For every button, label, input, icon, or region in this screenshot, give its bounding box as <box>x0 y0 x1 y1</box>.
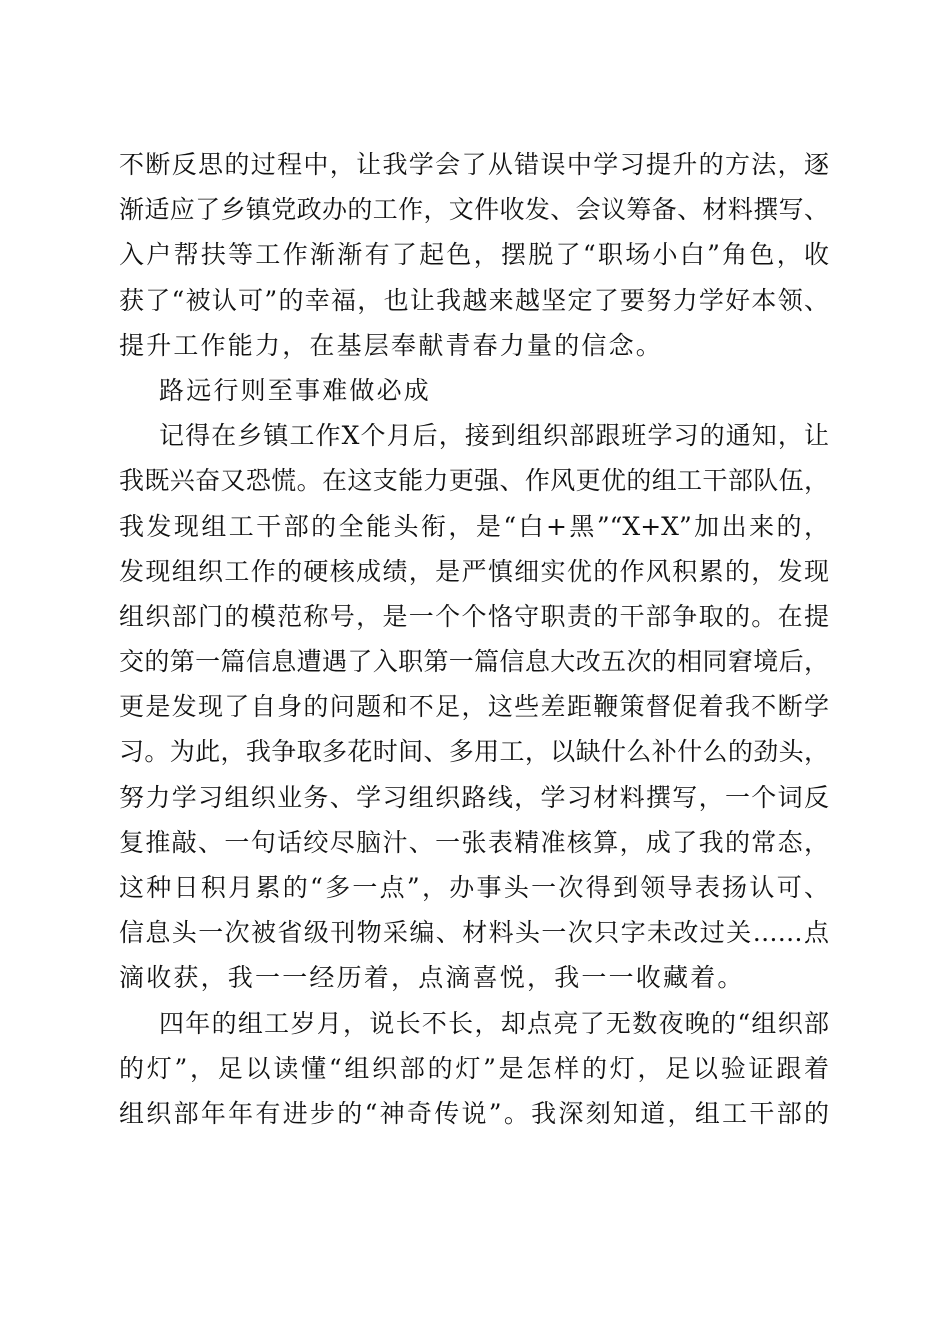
text-line: 发现组织工作的硬核成绩，是严慎细实优的作风积累的，发现 <box>119 556 829 586</box>
text-line: 入户帮扶等工作渐渐有了起色，摆脱了“职场小白”角色，收 <box>119 240 829 270</box>
text-line: 获了“被认可”的幸福，也让我越来越坚定了要努力学好本领、 <box>119 285 829 315</box>
text-line: 滴收获，我一一经历着，点滴喜悦，我一一收藏着。 <box>119 963 745 993</box>
text-line: 信息头一次被省级刊物采编、材料头一次只字未改过关……点 <box>119 918 829 948</box>
text-line: 我既兴奋又恐慌。在这支能力更强、作风更优的组工干部队伍， <box>119 466 829 496</box>
text-line: 这种日积月累的“多一点”，办事头一次得到领导表扬认可、 <box>119 873 829 902</box>
document-body <box>119 142 829 1136</box>
text-line: 提升工作能力，在基层奉献青春力量的信念。 <box>119 330 664 360</box>
text-line: 我发现组工干部的全能头衔，是“白+黑”“X+X”加出来的， <box>119 511 829 541</box>
text-line: 努力学习组织业务、学习组织路线，学习材料撰写，一个词反 <box>119 782 829 812</box>
text-line: 交的第一篇信息遭遇了入职第一篇信息大改五次的相同窘境后， <box>119 647 829 677</box>
text-line: 组织部门的模范称号，是一个个恪守职责的干部争取的。在提 <box>119 601 829 631</box>
heading-line: 路远行则至事难做必成 <box>159 375 432 405</box>
text-line: 记得在乡镇工作X个月后，接到组织部跟班学习的通知，让 <box>159 421 829 451</box>
text-line: 习。为此，我争取多花时间、多用工，以缺什么补什么的劲头， <box>119 737 829 767</box>
text-line: 渐适应了乡镇党政办的工作，文件收发、会议筹备、材料撰写、 <box>119 195 829 225</box>
text-line: 四年的组工岁月，说长不长，却点亮了无数夜晚的“组织部 <box>159 1008 829 1038</box>
paragraph-four-years <box>119 1001 829 1137</box>
text-line: 的灯”，足以读懂“组织部的灯”是怎样的灯，足以验证跟着 <box>119 1053 829 1083</box>
paragraph-study <box>119 413 829 1000</box>
section-heading <box>119 368 829 413</box>
text-line: 不断反思的过程中，让我学会了从错误中学习提升的方法，逐 <box>119 150 829 179</box>
paragraph-intro-continued <box>119 142 829 368</box>
text-line: 复推敲、一句话绞尽脑汁、一张表精准核算，成了我的常态， <box>119 827 829 857</box>
text-line: 更是发现了自身的问题和不足，这些差距鞭策督促着我不断学 <box>119 692 829 722</box>
text-line: 组织部年年有进步的“神奇传说”。我深刻知道，组工干部的 <box>119 1098 829 1128</box>
